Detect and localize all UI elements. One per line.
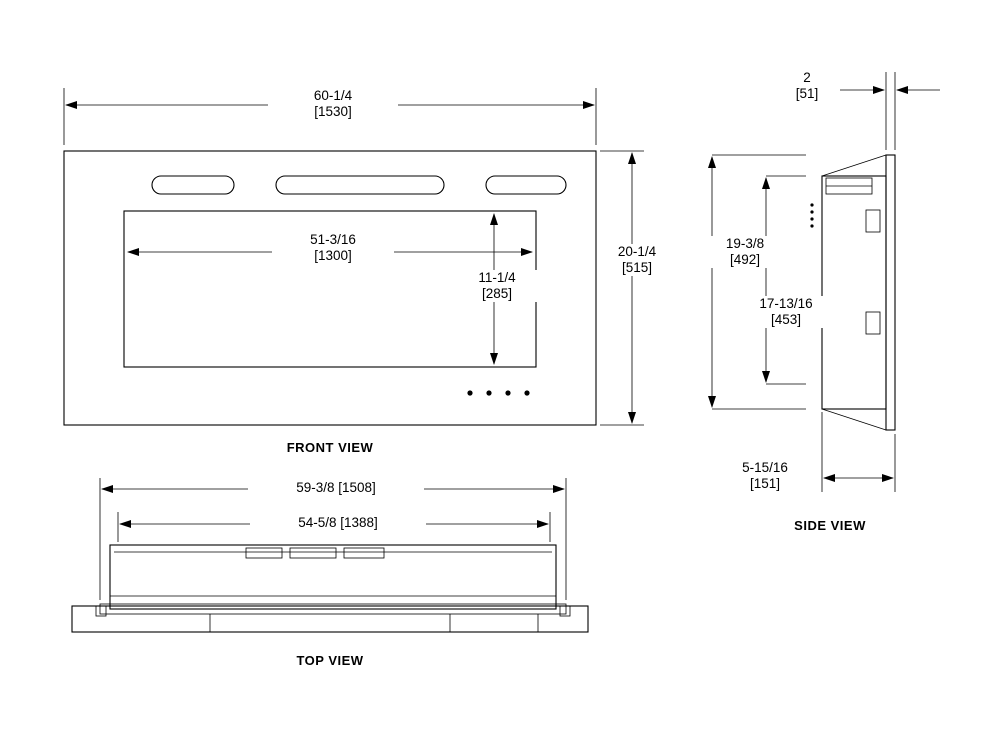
dim-value-metric: [151] [749, 476, 781, 491]
dim-value-imperial: 19-3/8 [725, 236, 765, 251]
dim-value-metric: [492] [729, 252, 761, 267]
dim-value-imperial: 20-1/4 [617, 244, 657, 259]
label-top-view: TOP VIEW [296, 653, 364, 668]
dim-value-metric: [285] [481, 286, 513, 301]
dim-value-metric: [1530] [314, 104, 352, 119]
dim-front-glass-height [446, 270, 548, 302]
dim-front-overall-height [600, 244, 674, 276]
dim-value-imperial: 2 [803, 70, 811, 85]
dim-side-height-outer [700, 236, 790, 268]
dim-value-imperial: 60-1/4 [313, 88, 353, 103]
dim-top-inner-width [250, 515, 426, 531]
dim-front-overall-width [268, 88, 398, 120]
dim-value-metric: [1300] [314, 248, 352, 263]
dim-front-glass-width [272, 232, 394, 264]
dim-value-metric: [453] [770, 312, 802, 327]
label-side-view: SIDE VIEW [794, 518, 866, 533]
dim-top-outer-width [248, 480, 424, 496]
dim-value-metric: [51] [795, 86, 819, 101]
dim-value-imperial: 17-13/16 [759, 296, 813, 311]
dim-value-imperial: 59-3/8 [1508] [296, 480, 376, 495]
dim-value-imperial: 5-15/16 [742, 460, 788, 475]
dim-side-height-inner [734, 296, 838, 328]
dim-value-metric: [515] [621, 260, 653, 275]
label-front-view: FRONT VIEW [286, 440, 374, 455]
dim-side-depth [716, 460, 814, 492]
dim-value-imperial: 51-3/16 [310, 232, 356, 247]
dim-value-imperial: 11-1/4 [478, 270, 516, 285]
dim-side-flange-depth [776, 70, 838, 102]
dim-value-imperial: 54-5/8 [1388] [298, 515, 378, 530]
